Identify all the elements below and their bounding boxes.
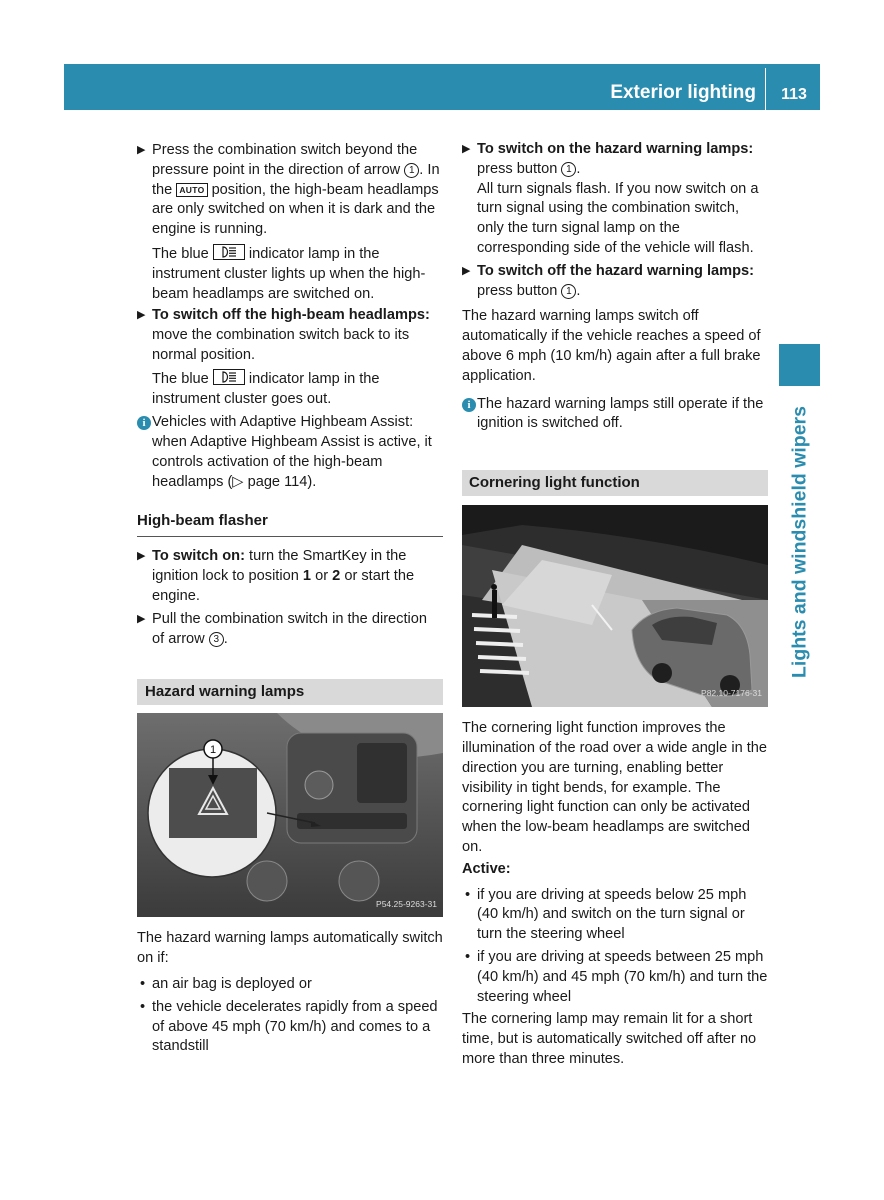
result-text: indicator lamp in the instrument cluster goes out. xyxy=(152,370,380,407)
auto-off-paragraph: The hazard warning lamps switch off automatically if the vehicle reaches a speed of above 6 mph (10 km/h) again after a full brake application. xyxy=(462,308,761,384)
step-label: To switch off the high-beam headlamps: xyxy=(152,307,430,324)
arrow-right-icon: ▶ xyxy=(462,143,471,155)
arrow-right-icon: ▶ xyxy=(137,550,146,563)
list-item-text: if you are driving at speeds between 25 mph (40 km/h) and 45 mph (70 km/h) and turn the steering wheel xyxy=(477,948,768,1005)
step-text: press button xyxy=(477,282,558,299)
instruction-step xyxy=(137,141,443,240)
result-text: The blue xyxy=(152,245,209,262)
step-text: . xyxy=(576,282,581,299)
cornering-description: The cornering light function improves the illumination of the road over a wide angle in the direction you are turning, enabling better visibility in tight bends, for example. The cornering light function can only be activated when the low-beam headlamps are switched on. xyxy=(462,720,768,855)
note-text: The hazard warning lamps still operate if the ignition is switched off. xyxy=(477,395,764,432)
hazard-intro: The hazard warning lamps automatically switch on if: xyxy=(137,930,443,967)
arrow-right-icon: ▶ xyxy=(137,309,146,322)
lock-position: 1 xyxy=(302,568,312,585)
step-label: To switch off the hazard warning lamps: xyxy=(477,262,755,279)
list-item-text: the vehicle decelerates rapidly from a speed of above 45 mph (70 km/h) and comes to a standstill xyxy=(152,998,438,1055)
callout-marker: 1 xyxy=(561,162,576,177)
list-item xyxy=(137,975,443,995)
active-label-text: Active: xyxy=(462,860,511,877)
instruction-step xyxy=(137,610,443,650)
bullet-icon: • xyxy=(140,975,146,992)
bullet-icon: • xyxy=(465,948,471,965)
step-text: position, the high-beam headlamps are only switched on when it is dark and the engine is running. xyxy=(152,181,439,238)
callout-label: 1 xyxy=(209,744,217,757)
instruction-step xyxy=(462,262,768,302)
step-text: . In the xyxy=(152,161,440,198)
step-text: . xyxy=(576,160,581,177)
list-item-text: if you are driving at speeds below 25 mph (40 km/h) and switch on the turn signal or turn the steering wheel xyxy=(477,886,747,943)
hazard-switch-photo xyxy=(137,713,443,917)
step-label: To switch on: xyxy=(152,548,245,565)
header-divider xyxy=(765,68,767,110)
side-tab-marker xyxy=(779,344,820,386)
lock-position: 2 xyxy=(332,568,341,585)
callout-marker: 3 xyxy=(209,632,224,647)
page-number: 113 xyxy=(781,86,807,103)
callout-marker: 1 xyxy=(561,284,576,299)
step-text: or start the engine. xyxy=(152,568,415,604)
step-label: To switch on the hazard warning lamps: xyxy=(477,141,754,157)
step-detail: All turn signals flash. If you now switch on a turn signal using the combination switch, only the turn signal lamp on the corresponding side of the vehicle will flash. xyxy=(477,180,759,256)
auto-position-icon: AUTO xyxy=(176,183,207,197)
step-result xyxy=(137,244,443,304)
active-label xyxy=(462,860,768,880)
step-text: turn the SmartKey in the ignition lock to position xyxy=(152,548,407,585)
instruction-step xyxy=(462,140,768,259)
list-item xyxy=(137,998,443,1057)
note-text: Vehicles with Adaptive Highbeam Assist: when Adaptive Highbeam Assist is active, it controls activation of the high-beam headlamps (▷ page 114). xyxy=(152,414,432,490)
image-code: P82.10-7176-31 xyxy=(701,688,762,699)
arrow-right-icon: ▶ xyxy=(137,144,146,156)
section-title: Exterior lighting xyxy=(610,82,756,103)
result-text: indicator lamp in the instrument cluster lights up when the high-beam headlamps are switched on. xyxy=(152,245,426,302)
info-icon: i xyxy=(462,398,476,412)
result-text: The blue xyxy=(152,370,209,387)
bullet-icon: • xyxy=(140,998,146,1015)
side-tab-label: Lights and windshield wipers xyxy=(788,406,811,678)
list-item xyxy=(462,886,768,945)
hazard-section-heading: Hazard warning lamps xyxy=(137,679,443,705)
subsection-heading: High-beam flasher xyxy=(137,511,443,538)
step-text: Press the combination switch beyond the pressure point in the direction of arrow xyxy=(152,142,418,178)
arrow-right-icon: ▶ xyxy=(137,612,146,625)
step-text: move the combination switch back to its normal position. xyxy=(152,327,410,363)
step-text: press button xyxy=(477,160,558,177)
info-icon: i xyxy=(137,416,151,430)
step-text: or xyxy=(315,568,329,585)
info-note xyxy=(462,395,768,435)
high-beam-indicator-icon xyxy=(213,369,245,385)
bullet-icon: • xyxy=(465,886,471,903)
step-text: . xyxy=(223,630,228,647)
cornering-light-photo xyxy=(462,505,768,707)
right-column xyxy=(462,140,768,1072)
left-column xyxy=(137,141,443,1060)
step-result xyxy=(137,369,443,410)
step-text: Pull the combination switch in the direction of arrow xyxy=(152,610,427,647)
callout-marker: 1 xyxy=(404,163,419,178)
info-note xyxy=(137,413,443,492)
list-item xyxy=(462,948,768,1007)
instruction-step xyxy=(137,547,443,606)
high-beam-indicator-icon xyxy=(213,244,245,260)
image-code: P54.25-9263-31 xyxy=(376,898,437,909)
arrow-right-icon: ▶ xyxy=(462,264,471,277)
instruction-step xyxy=(137,306,443,365)
cornering-section-heading: Cornering light function xyxy=(462,470,768,496)
list-item-text: an air bag is deployed or xyxy=(152,975,312,992)
final-paragraph: The cornering lamp may remain lit for a short time, but is automatically switched off after no more than three minutes. xyxy=(462,1011,757,1067)
page-header xyxy=(64,64,820,110)
